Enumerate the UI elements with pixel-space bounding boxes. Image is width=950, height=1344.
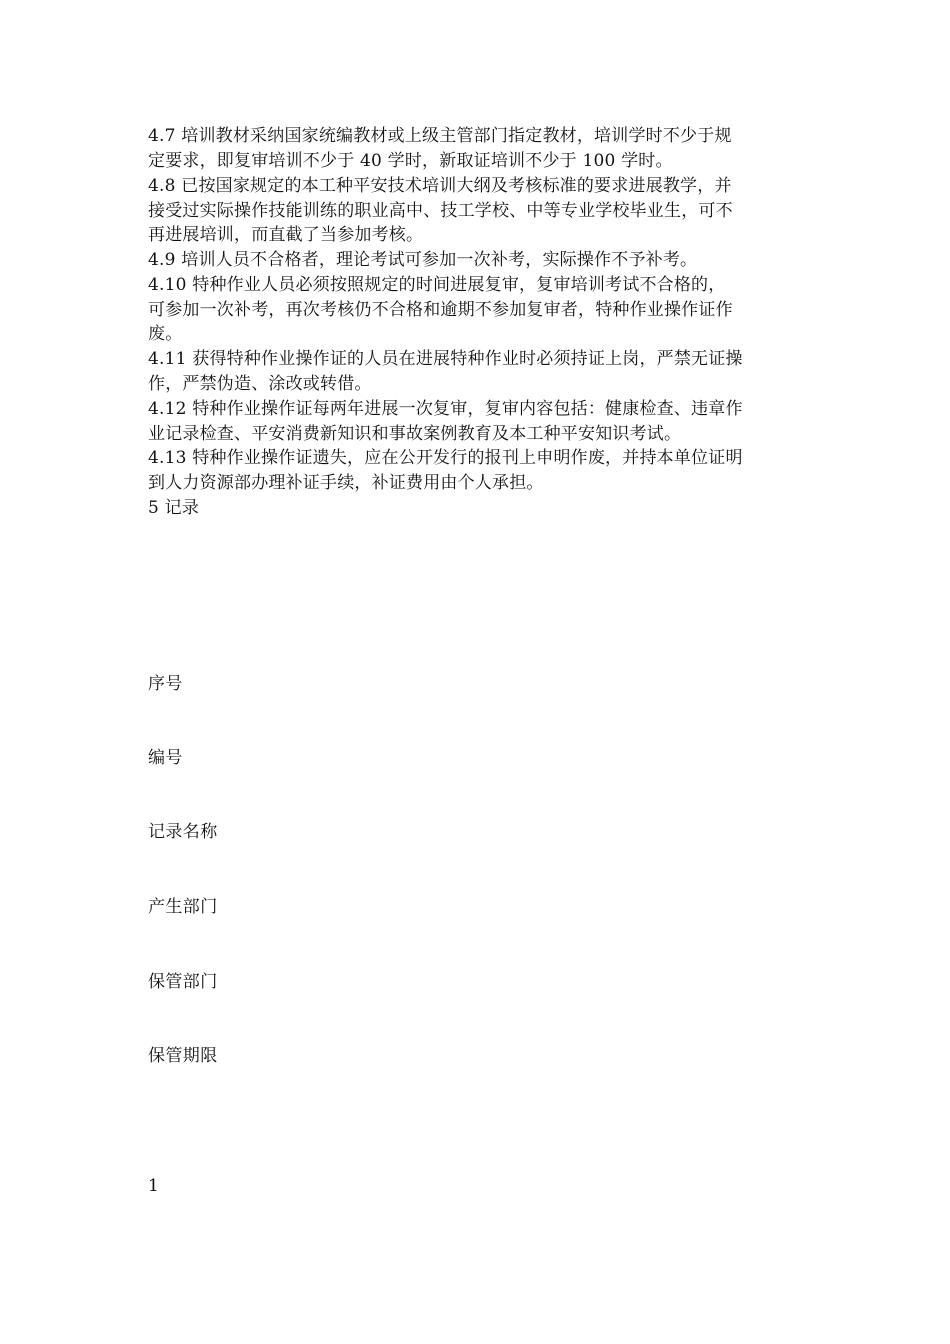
paragraph-4-13 [148,446,800,495]
paragraph-line: 4.9 培训人员不合格者，理论考试可参加一次补考，实际操作不予补考。 [148,250,698,270]
paragraph-line: 废。 [148,324,183,345]
section-heading-records [148,496,800,521]
record-header-retention-period: 保管期限 [148,1046,218,1066]
paragraph-line: 4.11 获得特种作业操作证的人员在进展特种作业时必须持证上岗，严禁无证操 [148,349,743,369]
record-header-record-name: 记录名称 [148,822,218,842]
paragraph-line: 作，严禁伪造、涂改或转借。 [148,373,372,394]
page-number: 1 [148,1176,159,1196]
paragraph-line: 4.12 特种作业操作证每两年进展一次复审，复审内容包括：健康检查、违章作 [148,399,743,419]
paragraph-4-11 [148,347,800,396]
paragraph-line: 接受过实际操作技能训练的职业高中、技工学校、中等专业学校毕业生，可不 [148,200,733,221]
paragraph-line: 可参加一次补考，再次考核仍不合格和逾期不参加复审者，特种作业操作证作 [148,299,733,320]
paragraph-line: 4.10 特种作业人员必须按照规定的时间进展复审，复审培训考试不合格的， [148,275,726,295]
paragraph-line: 4.13 特种作业操作证遗失，应在公开发行的报刊上申明作废，并持本单位证明 [148,448,743,468]
record-header-origin-department: 产生部门 [148,897,218,917]
section-heading-text: 5 记录 [148,498,200,518]
paragraph-line: 业记录检查、平安消费新知识和事故案例教育及本工种平安知识考试。 [148,423,682,444]
paragraph-line: 到人力资源部办理补证手续，补证费用由个人承担。 [148,472,544,493]
paragraph-4-9 [148,248,800,273]
paragraph-4-12 [148,397,800,446]
paragraph-4-7 [148,124,800,173]
record-header-custody-department: 保管部门 [148,972,218,992]
paragraph-4-10 [148,273,800,347]
paragraph-line: 定要求，即复审培训不少于 40 学时，新取证培训不少于 100 学时。 [148,150,673,171]
paragraph-line: 4.7 培训教材采纳国家统编教材或上级主管部门指定教材，培训学时不少于规 [148,126,732,146]
paragraph-line: 再进展培训，而直截了当参加考核。 [148,225,424,246]
record-header-serial: 序号 [148,674,183,694]
paragraph-4-8 [148,174,800,248]
record-header-code: 编号 [148,748,183,768]
paragraph-line: 4.8 已按国家规定的本工种平安技术培训大纲及考核标准的要求进展教学，并 [148,176,732,196]
